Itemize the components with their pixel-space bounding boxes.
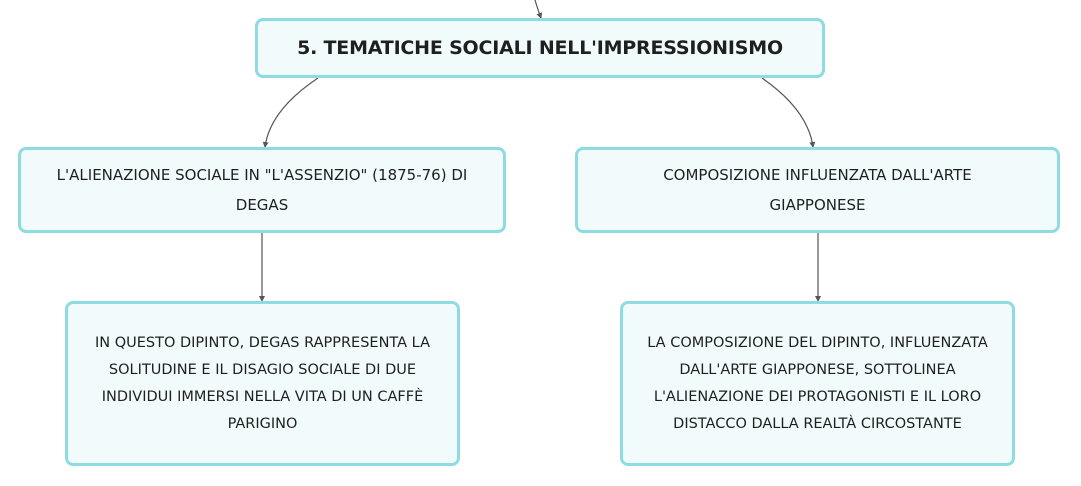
right-detail-node[interactable]	[620, 301, 1015, 466]
left-topic-label: L'ALIENAZIONE SOCIALE IN "L'ASSENZIO" (1875-76) DI DEGAS	[56, 166, 468, 214]
left-detail-node[interactable]	[65, 301, 460, 466]
connector-root-to-right-topic	[762, 78, 813, 147]
connector-parent-to-root	[535, 0, 541, 18]
connector-root-to-left-topic	[265, 78, 318, 147]
left-topic-node[interactable]	[18, 147, 506, 233]
left-detail-text: IN QUESTO DIPINTO, DEGAS RAPPRESENTA LA SOLITUDINE E IL DISAGIO SOCIALE DI DUE INDIVIDUI IMMERSI NELLA VITA DI UN CAFFÈ PARIGINO	[94, 334, 431, 432]
right-topic-node[interactable]	[575, 147, 1060, 233]
right-detail-text: LA COMPOSIZIONE DEL DIPINTO, INFLUENZATA DALL'ARTE GIAPPONESE, SOTTOLINEA L'ALIENAZIONE DEI PROTAGONISTI E IL LORO DISTACCO DALLA REALTÀ CIRCOSTANTE	[647, 334, 988, 432]
root-topic-node[interactable]	[255, 18, 825, 78]
right-topic-label: COMPOSIZIONE INFLUENZATA DALL'ARTE GIAPPONESE	[663, 166, 972, 214]
root-topic-title: 5. TEMATICHE SOCIALI NELL'IMPRESSIONISMO	[297, 37, 783, 59]
